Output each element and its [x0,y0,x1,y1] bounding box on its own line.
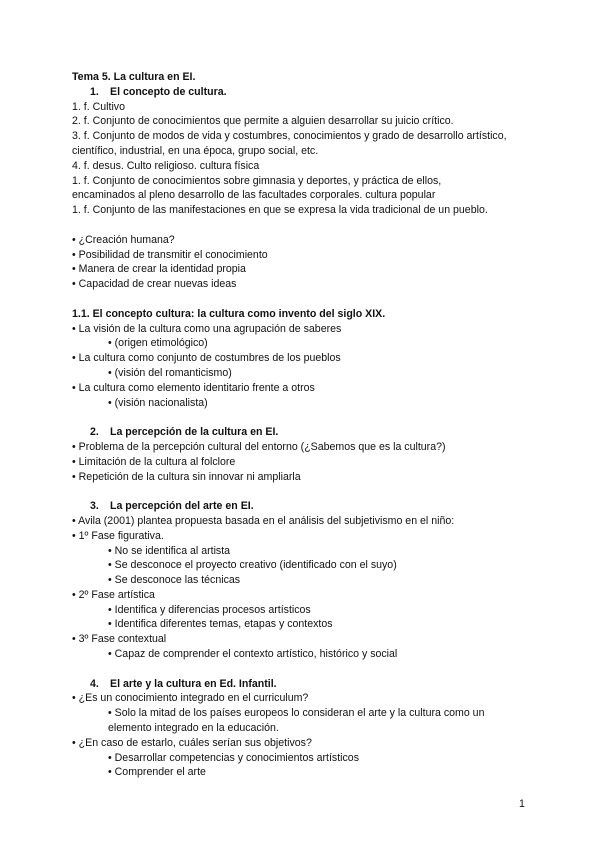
section-3-number: 3. [90,500,99,513]
sub-bullet-item: • (visión del romanticismo) [108,366,232,379]
document-page [72,70,542,780]
bullet-item: • ¿En caso de estarlo, cuáles serían sus objetivos? [72,736,312,749]
section-2-number: 2. [90,426,99,439]
bullet-item: • Repetición de la cultura sin innovar ni ampliarla [72,470,301,483]
sub-bullet-item: • (origen etimológico) [108,337,208,350]
bullet-item: • 1º Fase figurativa. [72,529,164,542]
bullet-item: • Capacidad de crear nuevas ideas [72,278,237,291]
bullet-item: • La visión de la cultura como una agrupación de saberes [72,322,342,335]
definition-4: 4. f. desus. Culto religioso. cultura física [72,159,260,172]
bullet-item: • 3º Fase contextual [72,633,167,646]
sub-bullet-item: • Identifica y diferencias procesos artísticos [108,603,311,616]
sub-bullet-item: • Identifica diferentes temas, etapas y contextos [108,618,333,631]
definition-6: 1. f. Conjunto de las manifestaciones en que se expresa la vida tradicional de un pueblo. [72,204,488,217]
sub-bullet-item: • (visión nacionalista) [108,396,208,409]
bullet-item: • La cultura como conjunto de costumbres de los pueblos [72,352,341,365]
sub-bullet-item: • Desarrollar competencias y conocimientos artísticos [108,751,359,764]
sub-bullet-item: • No se identifica al artista [108,544,231,557]
sub-bullet-item: • Se desconoce las técnicas [108,574,241,587]
definition-2: 2. f. Conjunto de conocimientos que permite a alguien desarrollar su juicio crítico. [72,115,454,128]
bullet-item: • Limitación de la cultura al folclore [72,455,236,468]
definition-3: 3. f. Conjunto de modos de vida y costumbres, conocimientos y grado de desarrollo artístico, científico, industrial, en una época, grupo social, etc. [72,130,507,157]
section-4-number: 4. [90,677,99,690]
section-2-heading: 2. La percepción de la cultura en EI. [90,426,279,439]
sub-bullet-item: • Capaz de comprender el contexto artístico, histórico y social [108,648,398,661]
section-1-heading: 1. El concepto de cultura. [90,85,227,98]
bullet-item: • Posibilidad de transmitir el conocimiento [72,248,268,261]
bullet-item: • Problema de la percepción cultural del entorno (¿Sabemos que es la cultura?) [72,440,446,453]
bullet-item: • Avila (2001) plantea propuesta basada en el análisis del subjetivismo en el niño: [72,514,455,527]
bullet-item: • La cultura como elemento identitario frente a otros [72,381,315,394]
sub-bullet-item: • Se desconoce el proyecto creativo (identificado con el suyo) [108,559,397,572]
bullet-item: • Manera de crear la identidad propia [72,263,246,276]
bullet-item: • 2º Fase artística [72,588,155,601]
definition-5: 1. f. Conjunto de conocimientos sobre gimnasia y deportes, y práctica de ellos, encaminados al pleno desarrollo de las facultades corporales. cultura popular [72,174,442,202]
section-3-heading: 3. La percepción del arte en EI. [90,500,254,513]
document-title: Tema 5. La cultura en EI. [72,71,196,83]
section-1-number: 1. [90,85,99,98]
page-number: 1 [519,798,525,810]
section-4-heading: 4. El arte y la cultura en Ed. Infantil. [90,677,277,690]
definition-1: 1. f. Cultivo [72,100,125,113]
bullet-item: • ¿Es un conocimiento integrado en el curriculum? [72,692,309,705]
sub-bullet-item: • Solo la mitad de los países europeos lo consideran el arte y la cultura como un elemento integrado en la educación. [108,707,485,735]
section-1-1-heading: 1.1. El concepto cultura: la cultura como invento del siglo XIX. [72,307,386,320]
bullet-item: • ¿Creación humana? [72,233,175,246]
sub-bullet-item: • Comprender el arte [108,766,206,779]
